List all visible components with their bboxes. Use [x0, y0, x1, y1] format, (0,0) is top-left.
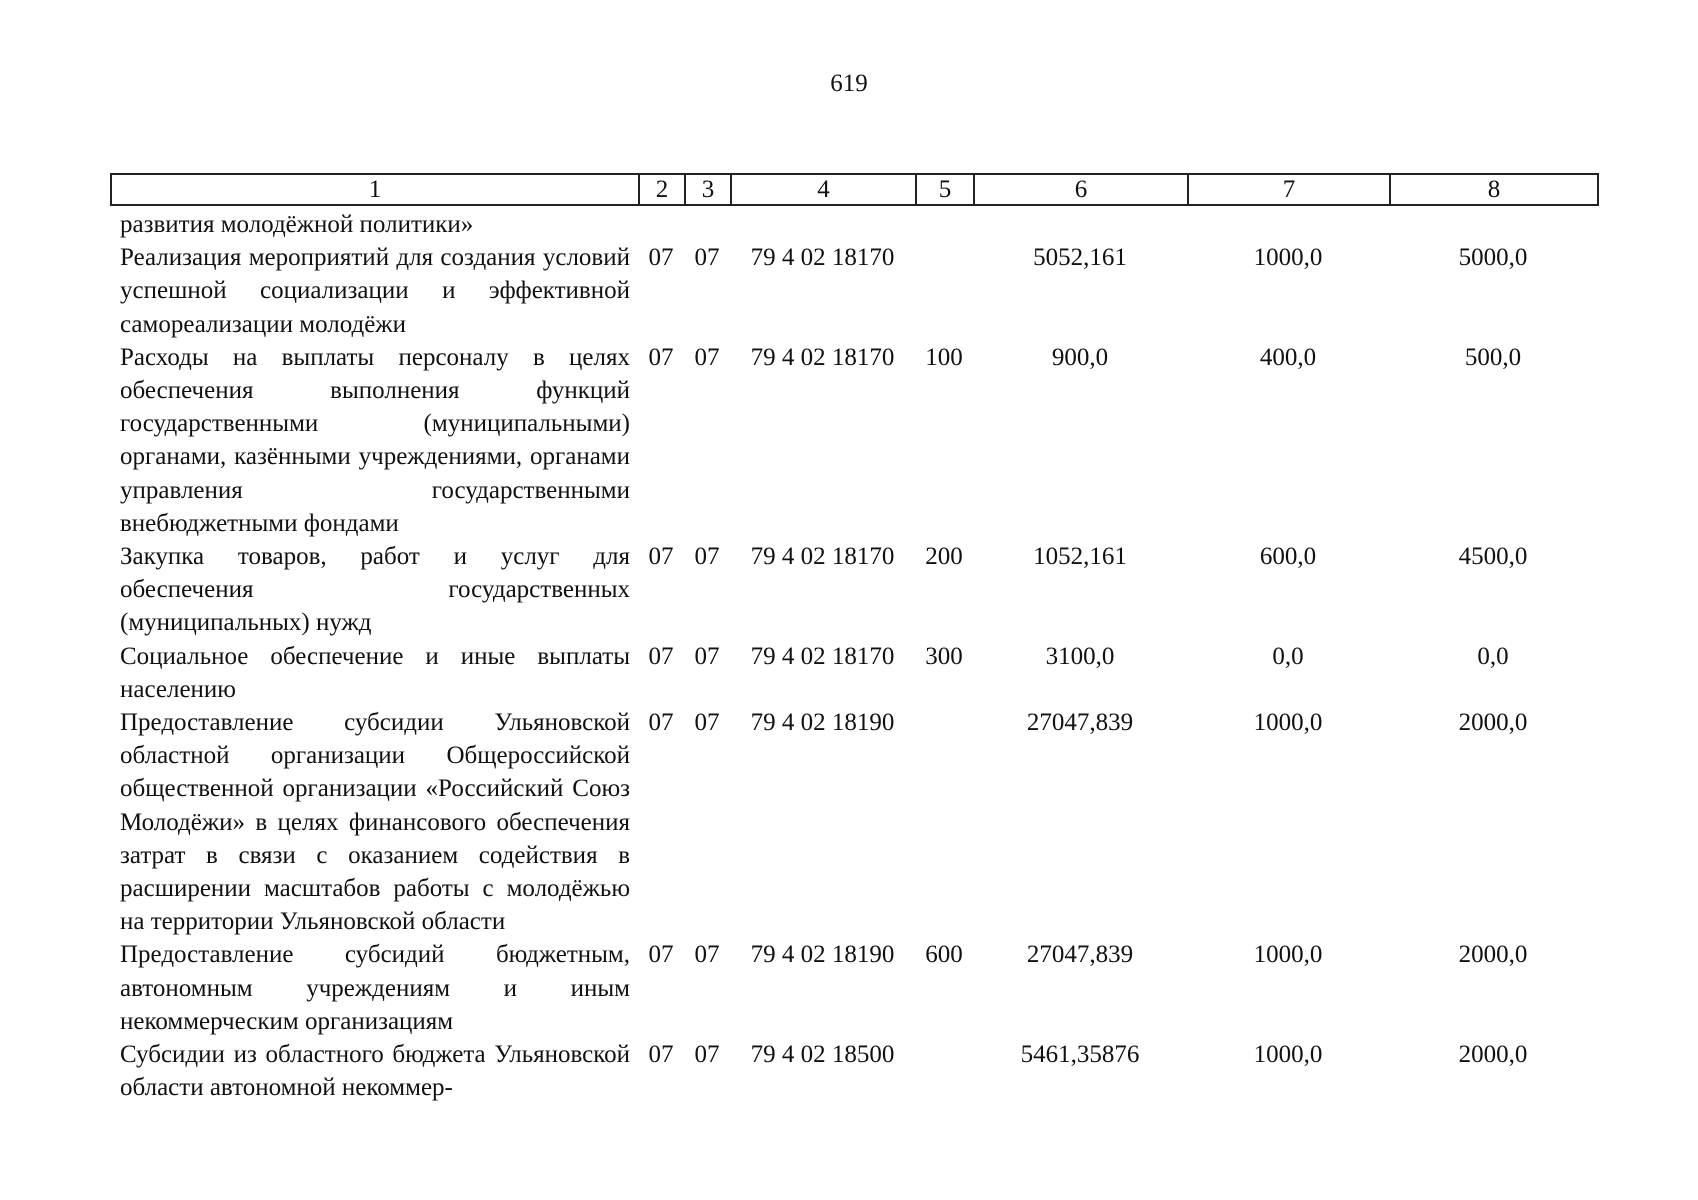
subsection-code: 07 [694, 1041, 720, 1069]
amount-col-7: 1000,0 [1253, 709, 1323, 737]
header-col-8: 8 [1390, 174, 1598, 205]
amount-col-7: 1000,0 [1253, 941, 1323, 969]
section-code: 07 [648, 1041, 674, 1069]
expense-type-code [915, 706, 973, 938]
amount-col-8: 2000,0 [1458, 941, 1528, 969]
table-row [110, 241, 1597, 341]
subsection-code: 07 [694, 709, 720, 737]
target-article-code: 79 4 02 18190 [750, 941, 895, 969]
table-row [110, 208, 1597, 241]
header-col-5: 5 [916, 174, 974, 205]
subsection-code: 07 [694, 244, 720, 272]
amount-col-7: 0,0 [1272, 642, 1304, 670]
table-row [110, 540, 1597, 640]
amount-col-8: 4500,0 [1458, 543, 1528, 571]
target-article-code: 79 4 02 18500 [750, 1041, 895, 1069]
amount-col-7 [1187, 208, 1389, 241]
amount-col-6: 5052,161 [1033, 244, 1127, 272]
table-row [110, 1038, 1597, 1104]
expense-name: Предоставление субсидий бюджетным, автономным учреждениям и иным некоммерческим организациям [120, 941, 630, 1035]
amount-col-7: 400,0 [1259, 343, 1317, 371]
amount-col-8: 5000,0 [1458, 244, 1528, 272]
expense-type-code [915, 1038, 973, 1104]
expense-name: Расходы на выплаты персоналу в целях обеспечения выполнения функций государственными (муниципальными) органами, казёнными учреждениями, органами управления государственными внебюджетными фондами [120, 343, 630, 537]
section-code: 07 [648, 343, 674, 371]
expense-name: Закупка товаров, работ и услуг для обеспечения государственных (муниципальных) нужд [120, 543, 630, 637]
expense-type-code: 100 [925, 343, 963, 371]
amount-col-6: 3100,0 [1045, 642, 1115, 670]
page-number: 619 [830, 70, 868, 97]
target-article-code [730, 208, 915, 241]
expense-type-code: 600 [925, 941, 963, 969]
amount-col-8 [1389, 208, 1597, 241]
subsection-code: 07 [694, 543, 720, 571]
header-col-7: 7 [1188, 174, 1390, 205]
header-row [111, 174, 1598, 205]
expense-name: Предоставление субсидии Ульяновской областной организации Общероссийской общественной организации «Российский Союз Молодёжи» в целях финансового обеспечения затрат в связи с оказанием содействия в расширении масштабов работы с молодёжью на территории Ульяновской области [120, 709, 630, 936]
header-col-2: 2 [639, 174, 685, 205]
expense-name: развития молодёжной политики» [120, 211, 474, 238]
subsection-code [684, 208, 730, 241]
amount-col-7: 1000,0 [1253, 244, 1323, 272]
table-body [110, 208, 1597, 1104]
amount-col-6: 5461,35876 [1020, 1041, 1140, 1069]
expense-type-code [915, 208, 973, 241]
section-code: 07 [648, 941, 674, 969]
amount-col-7: 600,0 [1259, 543, 1317, 571]
target-article-code: 79 4 02 18170 [750, 543, 895, 571]
section-code [638, 208, 684, 241]
subsection-code: 07 [694, 941, 720, 969]
header-col-4: 4 [731, 174, 916, 205]
table-row [110, 706, 1597, 938]
amount-col-6: 900,0 [1051, 343, 1109, 371]
expense-name: Социальное обеспечение и иные выплаты населению [120, 642, 630, 703]
table-header [110, 173, 1599, 206]
amount-col-6: 27047,839 [1026, 941, 1134, 969]
amount-col-7: 1000,0 [1253, 1041, 1323, 1069]
section-code: 07 [648, 709, 674, 737]
amount-col-8: 2000,0 [1458, 1041, 1528, 1069]
amount-col-6: 1052,161 [1033, 543, 1127, 571]
expense-name: Субсидии из областного бюджета Ульяновской области автономной некоммер- [120, 1041, 630, 1102]
table-row [110, 640, 1597, 706]
section-code: 07 [648, 244, 674, 272]
amount-col-8: 0,0 [1477, 642, 1509, 670]
amount-col-6: 27047,839 [1026, 709, 1134, 737]
expense-type-code: 200 [925, 543, 963, 571]
amount-col-8: 500,0 [1464, 343, 1522, 371]
section-code: 07 [648, 642, 674, 670]
header-col-3: 3 [685, 174, 731, 205]
table-row [110, 938, 1597, 1038]
header-col-1: 1 [111, 174, 639, 205]
subsection-code: 07 [694, 642, 720, 670]
table-row [110, 341, 1597, 540]
amount-col-8: 2000,0 [1458, 709, 1528, 737]
subsection-code: 07 [694, 343, 720, 371]
target-article-code: 79 4 02 18190 [750, 709, 895, 737]
target-article-code: 79 4 02 18170 [750, 343, 895, 371]
target-article-code: 79 4 02 18170 [750, 642, 895, 670]
target-article-code: 79 4 02 18170 [750, 244, 895, 272]
expense-type-code [915, 241, 973, 341]
amount-col-6 [973, 208, 1187, 241]
budget-table [110, 208, 1597, 1104]
expense-name: Реализация мероприятий для создания условий успешной социализации и эффективной самореализации молодёжи [120, 244, 630, 338]
section-code: 07 [648, 543, 674, 571]
header-col-6: 6 [974, 174, 1188, 205]
expense-type-code: 300 [925, 642, 963, 670]
